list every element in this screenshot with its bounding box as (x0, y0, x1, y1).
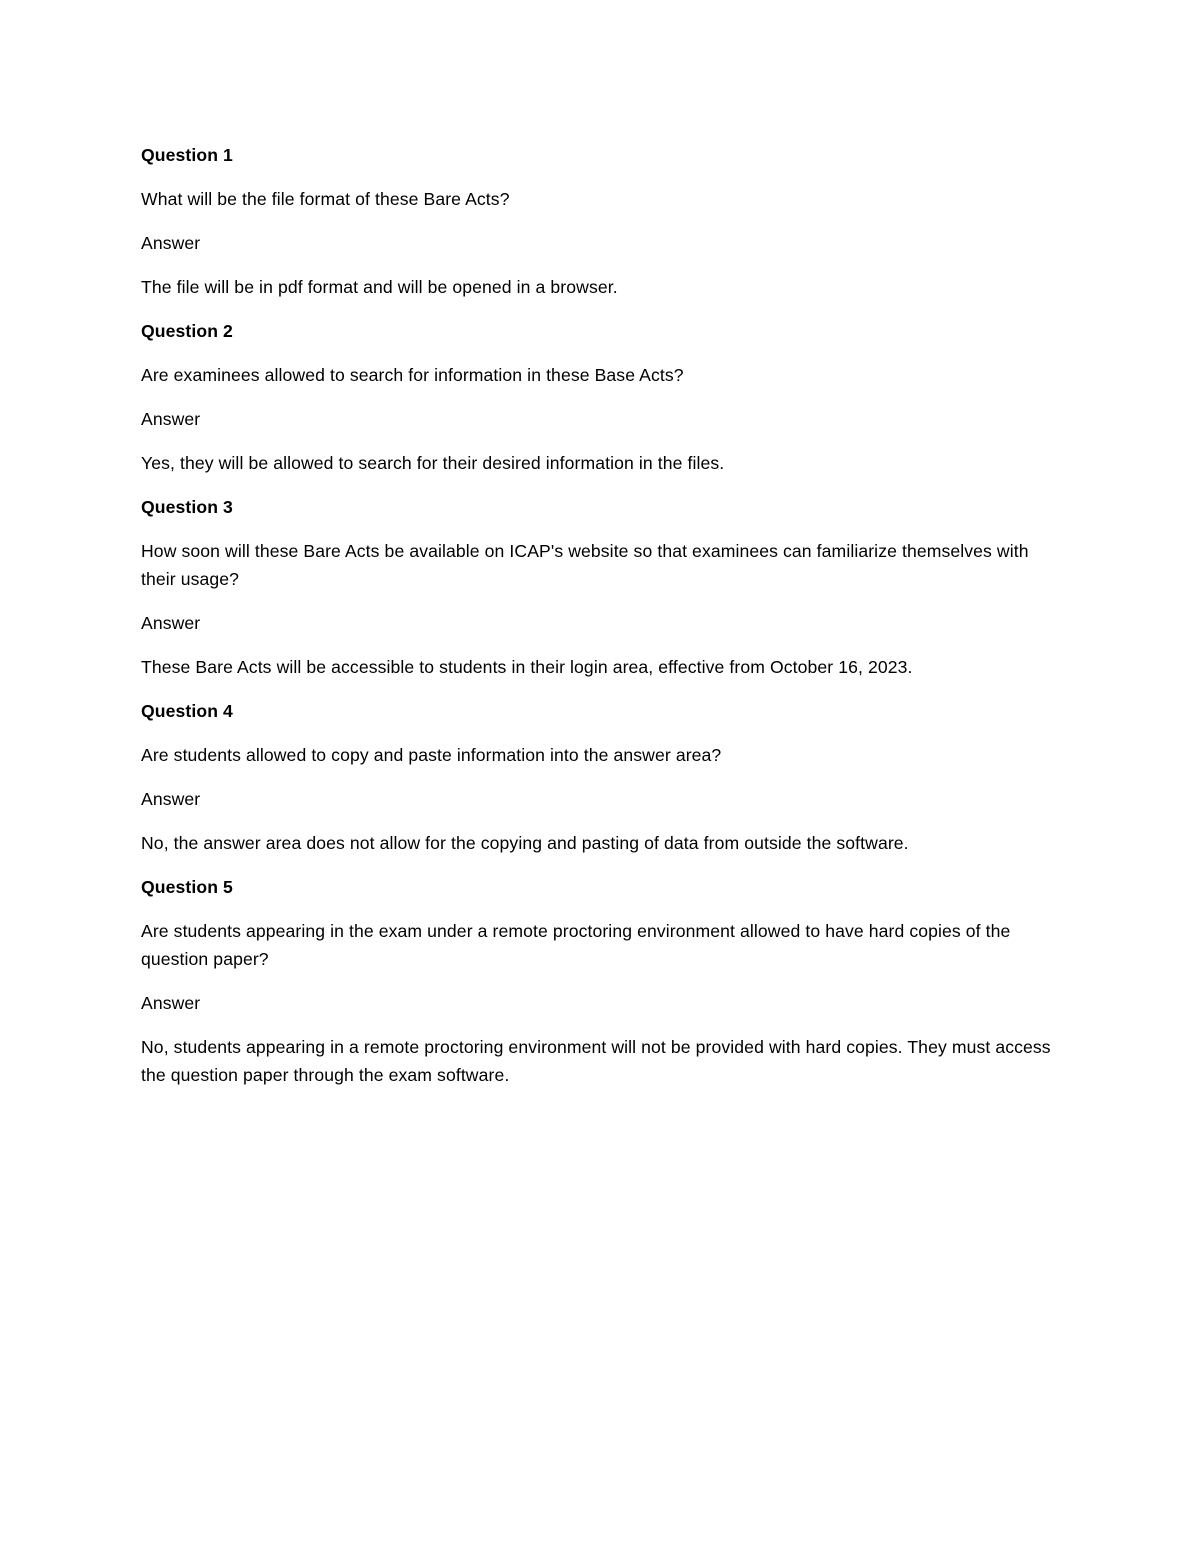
faq-content (141, 141, 1056, 1105)
answer-text: The file will be in pdf format and will be opened in a browser. (141, 277, 618, 297)
question-text: Are examinees allowed to search for information in these Base Acts? (141, 365, 684, 385)
answer-text: Yes, they will be allowed to search for their desired information in the files. (141, 453, 725, 473)
answer-text: These Bare Acts will be accessible to students in their login area, effective from October 16, 2023. (141, 657, 913, 677)
answer-label: Answer (141, 993, 201, 1013)
faq-item-5 (141, 873, 1056, 1089)
question-heading: Question 5 (141, 877, 233, 897)
question-text: What will be the file format of these Bare Acts? (141, 189, 510, 209)
answer-text: No, the answer area does not allow for the copying and pasting of data from outside the software. (141, 833, 909, 853)
question-heading: Question 1 (141, 145, 233, 165)
answer-label: Answer (141, 233, 201, 253)
answer-text: No, students appearing in a remote proctoring environment will not be provided with hard copies. They must access the question paper through the exam software. (141, 1037, 1051, 1085)
question-text: How soon will these Bare Acts be available on ICAP's website so that examinees can familiarize themselves with their usage? (141, 541, 1029, 589)
question-heading: Question 3 (141, 497, 233, 517)
answer-label: Answer (141, 409, 201, 429)
faq-item-3 (141, 493, 1056, 681)
faq-item-1 (141, 141, 1056, 301)
answer-label: Answer (141, 613, 201, 633)
question-text: Are students appearing in the exam under a remote proctoring environment allowed to have hard copies of the question paper? (141, 921, 1011, 969)
faq-item-2 (141, 317, 1056, 477)
answer-label: Answer (141, 789, 201, 809)
question-heading: Question 2 (141, 321, 233, 341)
question-text: Are students allowed to copy and paste information into the answer area? (141, 745, 722, 765)
question-heading: Question 4 (141, 701, 233, 721)
faq-item-4 (141, 697, 1056, 857)
